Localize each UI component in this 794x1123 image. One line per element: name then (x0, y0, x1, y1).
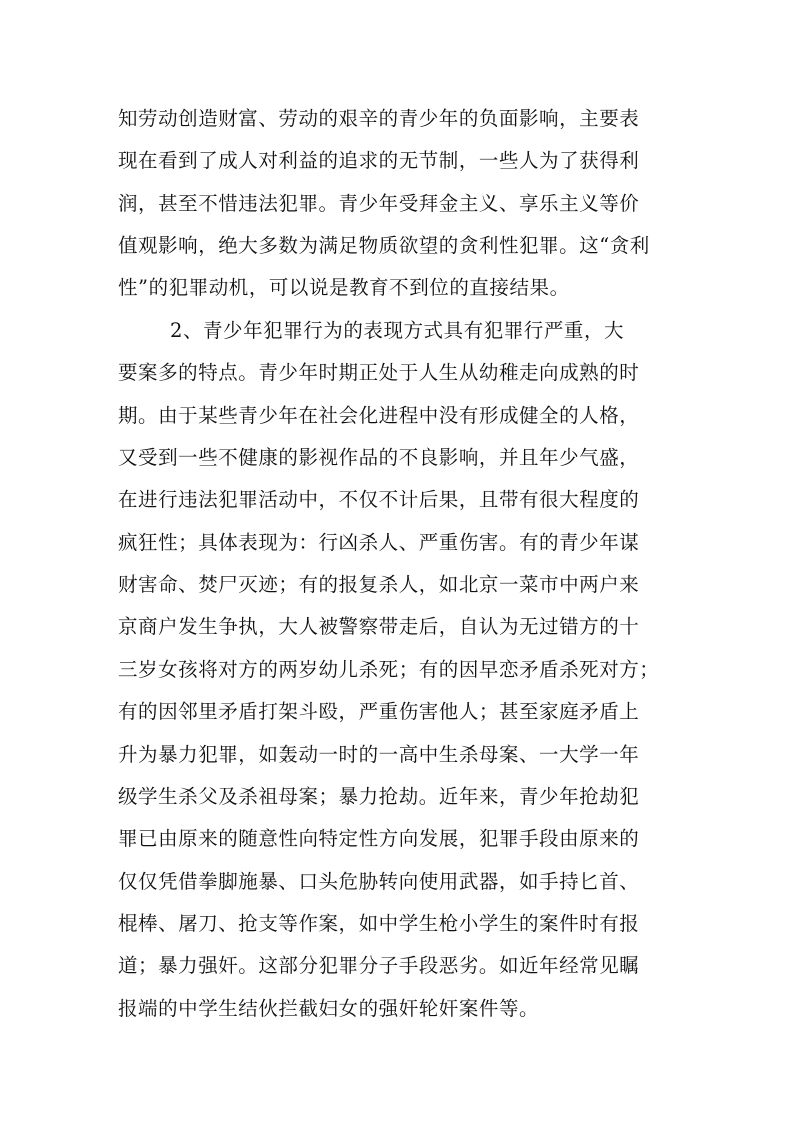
text-line: 罪已由原来的随意性向特定性方向发展，犯罪手段由原来的 (118, 827, 640, 850)
text-line: 值观影响，绝大多数为满足物质欲望的贪利性犯罪。这“贪利 (118, 234, 650, 257)
text-line: 仅仅凭借拳脚施暴、口头危胁转向使用武器，如手持匕首、 (118, 870, 640, 893)
text-line: 要案多的特点。青少年时期正处于人生从幼稚走向成熟的时 (118, 361, 640, 384)
text-line: 级学生杀父及杀祖母案；暴力抢劫。近年来，青少年抢劫犯 (118, 785, 640, 808)
text-line: 财害命、焚尸灭迹；有的报复杀人，如北京一菜市中两户来 (118, 573, 640, 596)
text-line: 有的因邻里矛盾打架斗殴，严重伤害他人；甚至家庭矛盾上 (118, 700, 640, 723)
text-line: 润，甚至不惜违法犯罪。青少年受拜金主义、享乐主义等价 (118, 192, 640, 215)
paragraph-first-line: 2、青少年犯罪行为的表现方式具有犯罪行严重，大 (170, 319, 625, 342)
text-line: 疯狂性；具体表现为：行凶杀人、严重伤害。有的青少年谋 (118, 531, 640, 554)
text-line: 现在看到了成人对利益的追求的无节制，一些人为了获得利 (118, 149, 640, 172)
text-line: 又受到一些不健康的影视作品的不良影响，并且年少气盛， (118, 446, 640, 469)
text-line: 知劳动创造财富、劳动的艰辛的青少年的负面影响，主要表 (118, 107, 640, 130)
text-line: 道；暴力强奸。这部分犯罪分子手段恶劣。如近年经常见瞩 (118, 954, 640, 977)
text-line: 报端的中学生结伙拦截妇女的强奸轮奸案件等。 (118, 997, 540, 1020)
text-line: 在进行违法犯罪活动中，不仅不计后果，且带有很大程度的 (118, 488, 640, 511)
text-line: 期。由于某些青少年在社会化进程中没有形成健全的人格， (118, 404, 640, 427)
text-line: 升为暴力犯罪，如轰动一时的一高中生杀母案、一大学一年 (118, 743, 640, 766)
text-line: 性”的犯罪动机，可以说是教育不到位的直接结果。 (118, 276, 570, 299)
text-line: 三岁女孩将对方的两岁幼儿杀死；有的因早恋矛盾杀死对方； (118, 658, 660, 681)
text-line: 京商户发生争执，大人被警察带走后，自认为无过错方的十 (118, 615, 640, 638)
text-line: 棍棒、屠刀、抢支等作案，如中学生枪小学生的案件时有报 (118, 912, 640, 935)
